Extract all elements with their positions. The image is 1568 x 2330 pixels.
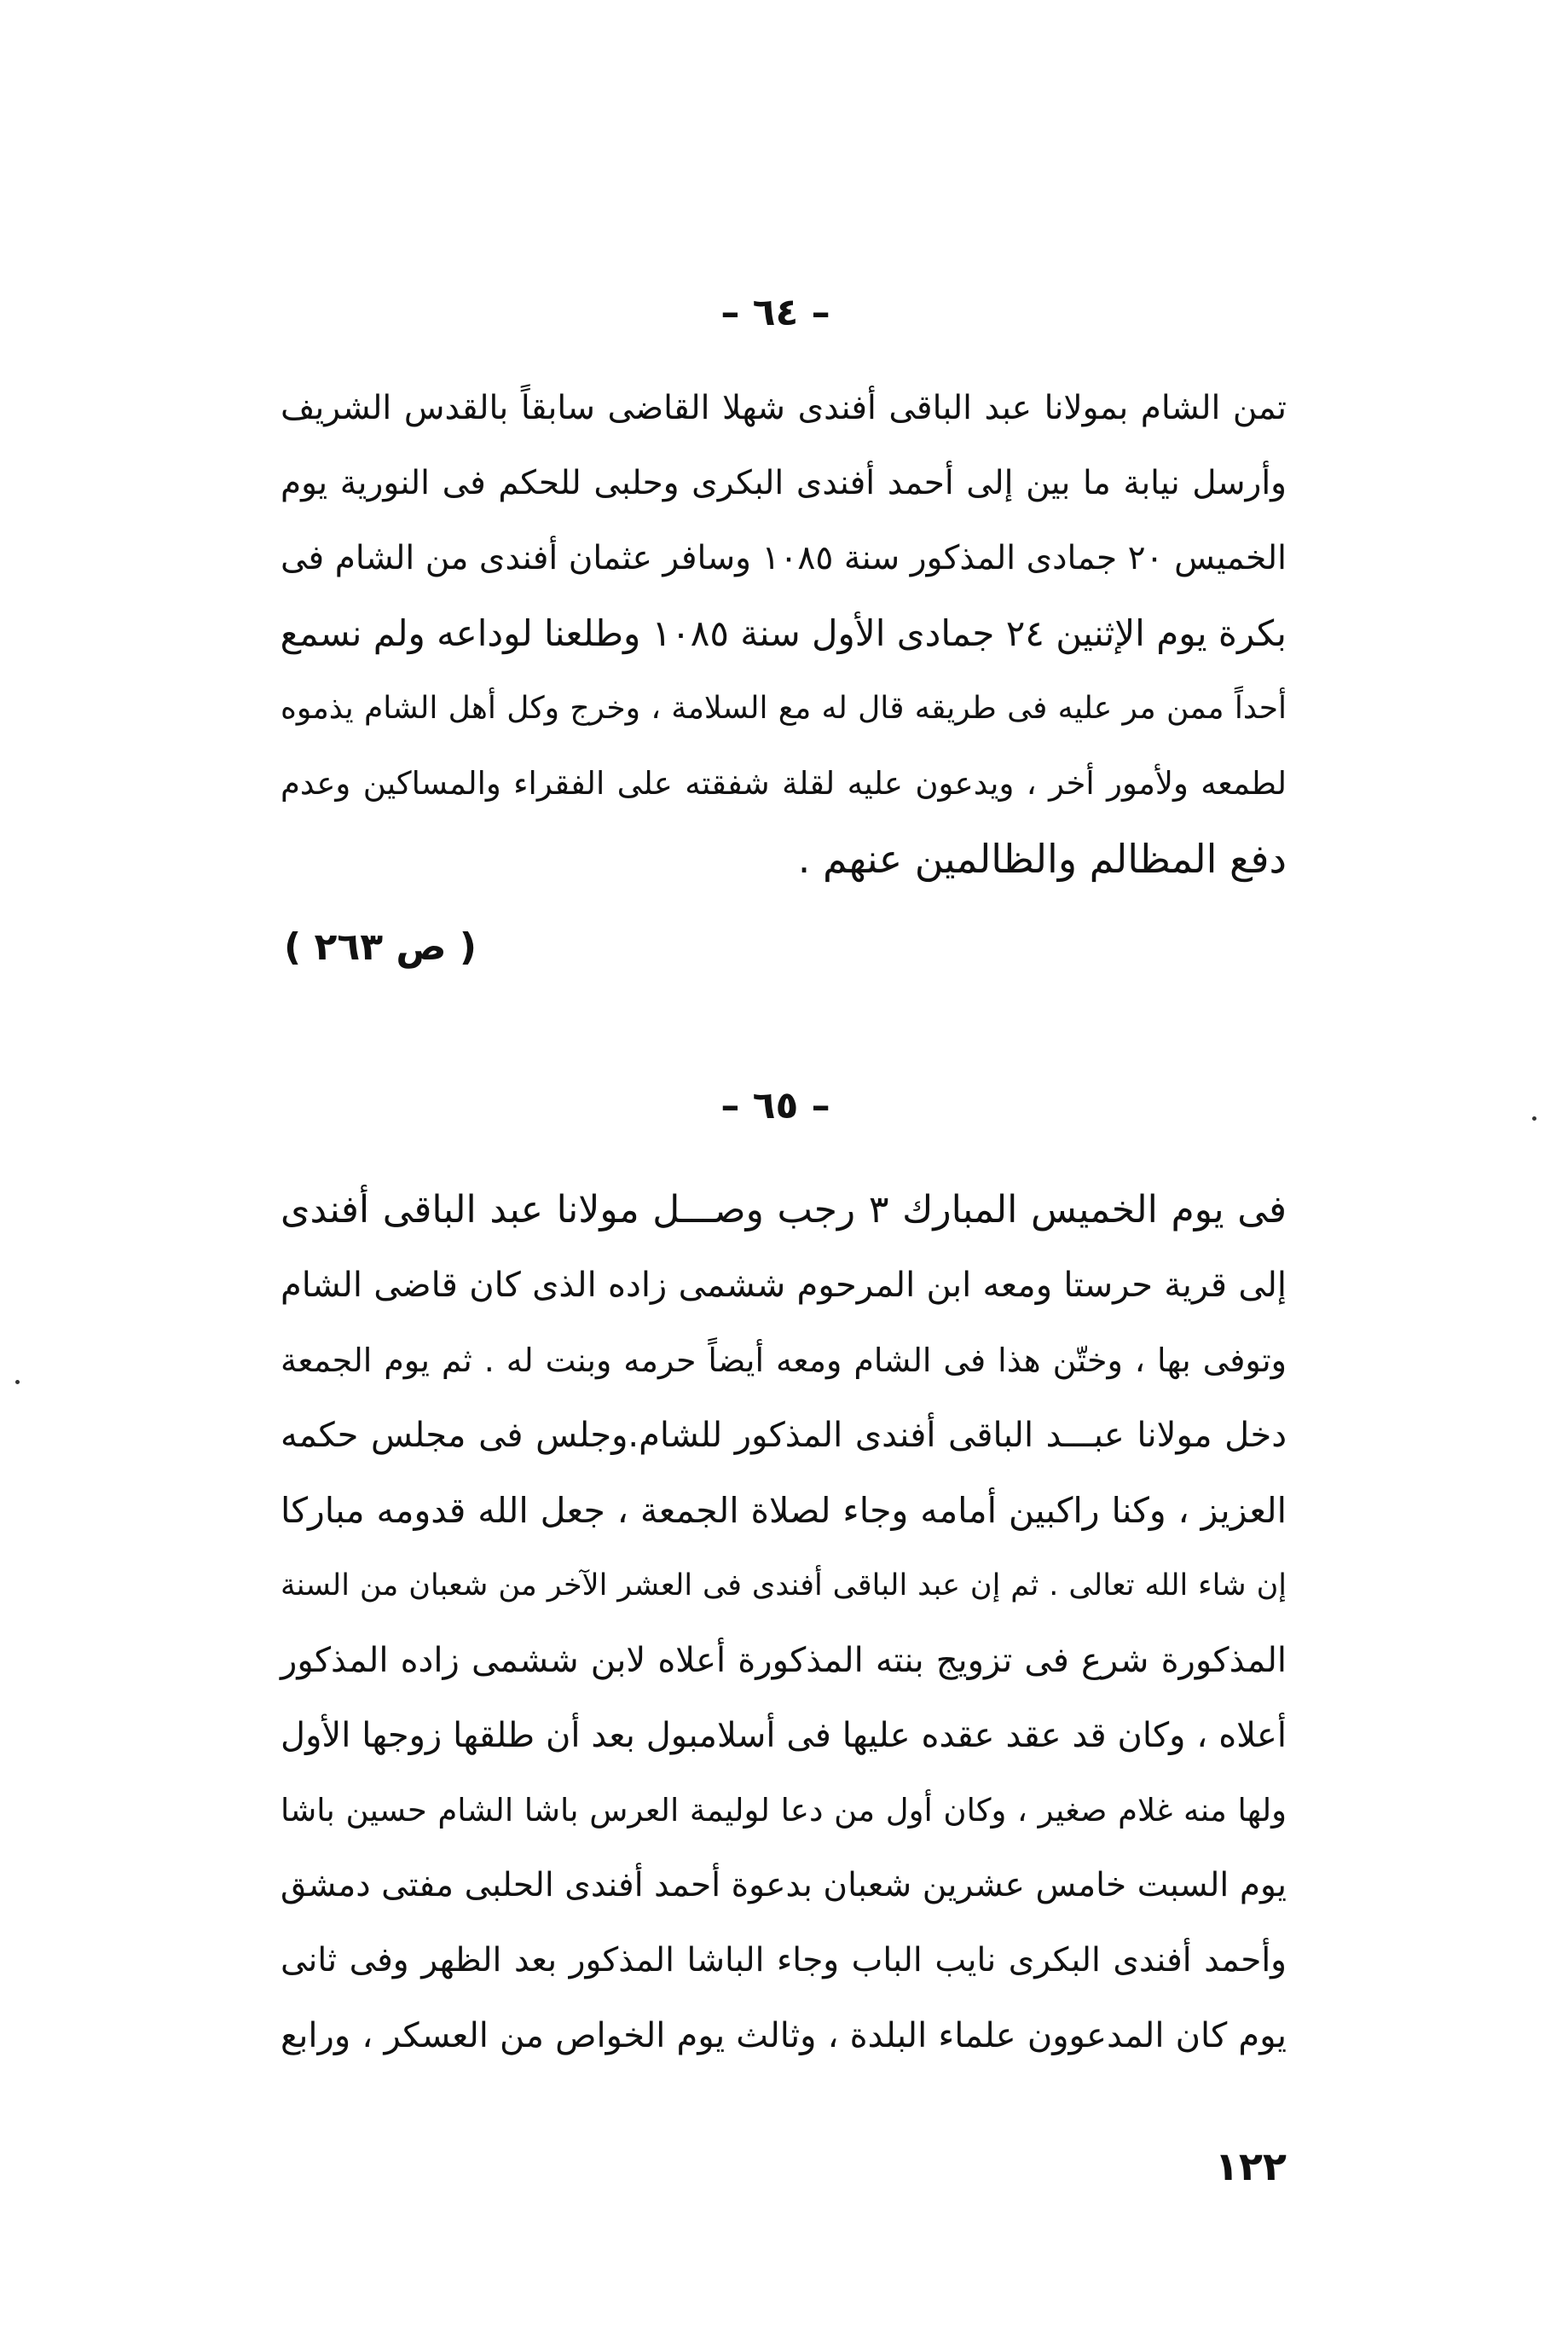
text-line: أحداً ممن مر عليه فى طريقه قال له مع السلامة ، وخرج وكل أهل الشام يذموه [281, 691, 1287, 726]
text-line: بكرة يوم الإثنين ٢٤ جمادى الأول سنة ١٠٨٥ وطلعنا لوداعه ولم نسمع [280, 612, 1287, 654]
text-line: وأحمد أفندى البكرى نايب الباب وجاء الباشا المذكور بعد الظهر وفى ثانى [281, 1941, 1287, 1979]
text-line: إن شاء الله تعالى . ثم إن عبد الباقى أفندى فى العشر الآخر من شعبان من السنة [281, 1568, 1287, 1603]
print-speck [15, 1380, 20, 1384]
text-line: الخميس ٢٠ جمادى المذكور سنة ١٠٨٥ وسافر عثمان أفندى من الشام فى [281, 539, 1287, 577]
text-line: إلى قرية حرستا ومعه ابن المرحوم ششمى زاده الذى كان قاضى الشام [281, 1266, 1287, 1305]
text-line: ولها منه غلام صغير ، وكان أول من دعا لوليمة العرس باشا الشام حسين باشا [281, 1792, 1287, 1829]
print-speck [1532, 1116, 1536, 1121]
page-reference: ( ص ٢٦٣ ) [284, 925, 477, 969]
text-line: دخل مولانا عبـــد الباقى أفندى المذكور للشام.وجلس فى مجلس حكمه [281, 1416, 1287, 1455]
text-line: وأرسل نيابة ما بين إلى أحمد أفندى البكرى وحلبى للحكم فى النورية يوم [281, 464, 1287, 502]
page-number: ١٢٢ [1214, 2143, 1287, 2189]
text-line: وتوفى بها ، وختّن هذا فى الشام ومعه أيضاً حرمه وبنت له . ثم يوم الجمعة [281, 1342, 1287, 1379]
section-number-65: – ٦٥ – [720, 1084, 830, 1127]
text-line: يوم كان المدعوون علماء البلدة ، وثالث يوم الخواص من العسكر ، ورابع [281, 2016, 1287, 2055]
section-64-text [281, 371, 1287, 896]
text-line: أعلاه ، وكان قد عقد عقده عليها فى أسلامبول بعد أن طلقها زوجها الأول [281, 1716, 1287, 1755]
text-line: دفع المظالم والظالمين عنهم . [797, 836, 1287, 882]
text-line: فى يوم الخميس المبارك ٣ رجب وصـــل مولانا عبد الباقى أفندى [281, 1188, 1287, 1232]
section-number-64: – ٦٤ – [720, 291, 830, 334]
section-65-text [281, 1173, 1287, 2073]
text-line: العزيز ، وكنا راكبين أمامه وجاء لصلاة الجمعة ، جعل الله قدومه مباركا [281, 1490, 1287, 1531]
text-line: تمن الشام بمولانا عبد الباقى أفندى شهلا القاضى سابقاً بالقدس الشريف [281, 389, 1287, 427]
text-line: لطمعه ولأمور أخر ، ويدعون عليه لقلة شفقته على الفقراء والمساكين وعدم [281, 765, 1287, 802]
text-line: يوم السبت خامس عشرين شعبان بدعوة أحمد أفندى الحلبى مفتى دمشق [281, 1866, 1287, 1904]
text-line: المذكورة شرع فى تزويج بنته المذكورة أعلاه لابن ششمى زاده المذكور [281, 1641, 1287, 1680]
